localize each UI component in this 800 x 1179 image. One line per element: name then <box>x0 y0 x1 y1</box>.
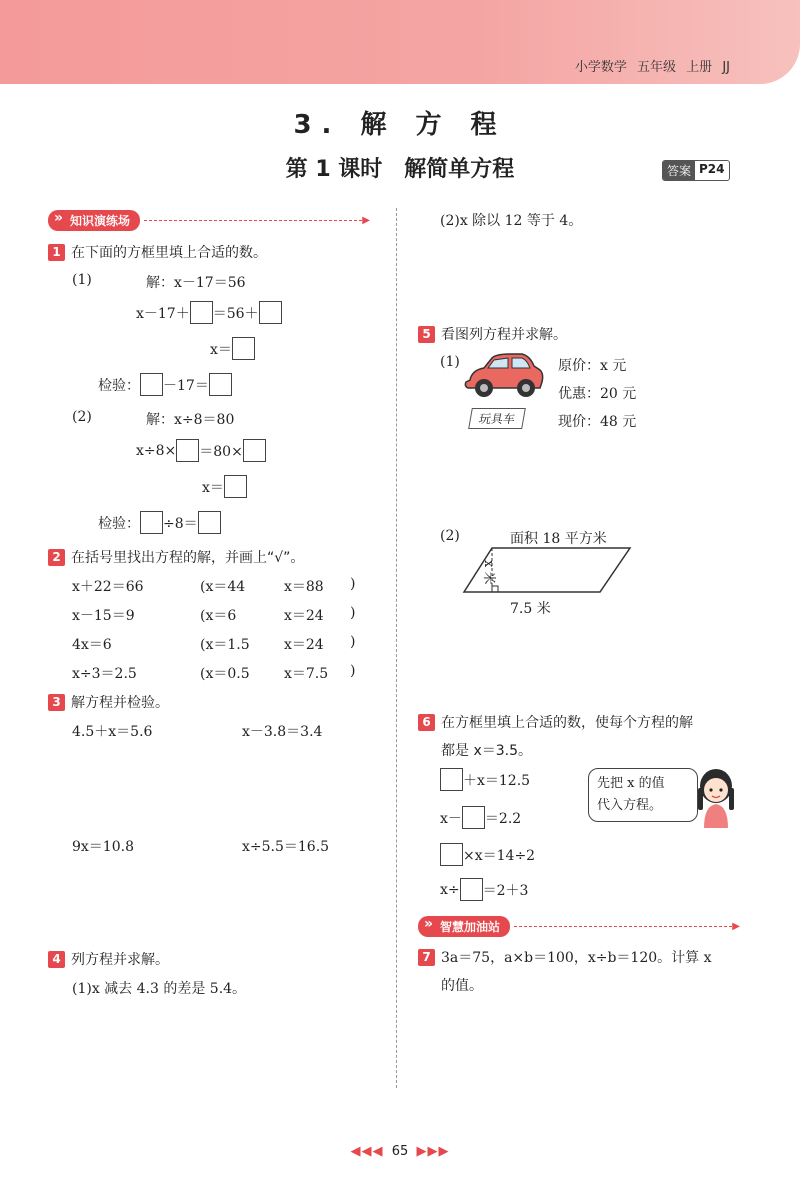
hint-line-1: 先把 x 的值 <box>597 776 665 791</box>
option-choice-2[interactable]: x＝24 <box>284 608 324 624</box>
answer-label: 答案 <box>663 161 695 180</box>
parallelogram-height: x 米 <box>481 560 496 585</box>
original-price: 原价：x 元 <box>558 358 627 374</box>
option-choice-2[interactable]: x＝24 <box>284 637 324 653</box>
q1-part2-tag: (2) <box>72 409 92 425</box>
section-label: » 智慧加油站 <box>418 916 510 937</box>
parallelogram-base: 7.5 米 <box>510 601 551 617</box>
result-label: x＝ <box>210 341 232 358</box>
q6-equation-2 <box>440 806 521 829</box>
step-left: x÷8× <box>136 442 177 459</box>
answer-box[interactable] <box>209 373 232 396</box>
answer-box[interactable] <box>462 806 485 829</box>
step-left: x－17＋ <box>136 305 190 322</box>
answer-box[interactable] <box>198 511 221 534</box>
chapter-title: 3. 解 方 程 <box>293 110 507 140</box>
equation-right: ＝2＋3 <box>482 882 529 899</box>
q3-equation-3: 9x＝10.8 <box>72 839 134 855</box>
question-number: 6 <box>418 714 435 731</box>
q1-part2-result <box>202 475 247 498</box>
equation-rest: ×x＝14÷2 <box>463 847 536 864</box>
answer-box[interactable] <box>140 373 163 396</box>
q5-part2-tag: (2) <box>440 528 460 544</box>
answer-box[interactable] <box>243 439 266 462</box>
question-3 <box>48 692 169 712</box>
question-text: 列方程并求解。 <box>71 952 169 968</box>
answer-box[interactable] <box>176 439 199 462</box>
q1-part2-check <box>98 511 221 534</box>
question-number: 7 <box>418 949 435 966</box>
question-number: 4 <box>48 951 65 968</box>
q1-part1-tag: (1) <box>72 272 92 288</box>
option-close: ) <box>350 663 356 679</box>
section-tag-challenge <box>418 916 740 936</box>
toy-car-label: 玩具车 <box>468 408 526 429</box>
equation-left: x÷ <box>440 881 460 898</box>
question-6 <box>418 712 693 732</box>
q4-part-2: (2)x 除以 12 等于 4。 <box>440 213 583 229</box>
dashed-line <box>514 926 732 927</box>
question-1 <box>48 242 267 262</box>
q1-part1-check <box>98 373 232 396</box>
q3-equation-4: x÷5.5＝16.5 <box>242 839 330 855</box>
q2-options <box>72 576 372 696</box>
toy-car-icon <box>462 350 546 402</box>
option-choice-1[interactable]: (x＝44 <box>200 579 246 595</box>
option-close: ) <box>350 634 356 650</box>
q6-equation-3 <box>440 843 535 866</box>
check-middle: ÷8＝ <box>163 515 198 532</box>
next-arrows-icon: ▶▶▶ <box>416 1144 450 1159</box>
equation: x÷8＝80 <box>174 412 235 428</box>
option-equation: 4x＝6 <box>72 637 112 653</box>
q1-part1-equation <box>146 272 246 292</box>
q3-equation-1: 4.5＋x＝5.6 <box>72 724 153 740</box>
option-choice-2[interactable]: x＝7.5 <box>284 666 329 682</box>
q1-part2-step <box>136 439 266 462</box>
answer-box[interactable] <box>440 843 463 866</box>
subject: 小学数学 <box>574 60 627 75</box>
q1-part2-equation <box>146 409 234 429</box>
lesson-title: 第 1 课时 解简单方程 <box>285 157 515 182</box>
equation-right: ＝2.2 <box>484 810 522 827</box>
question-text: 在方框里填上合适的数，使每个方程的解 <box>441 715 693 731</box>
option-choice-1[interactable]: (x＝1.5 <box>200 637 250 653</box>
option-equation: x÷3＝2.5 <box>72 666 137 682</box>
edition: JJ <box>722 60 730 75</box>
solve-label: 解： <box>146 275 174 291</box>
question-number: 5 <box>418 326 435 343</box>
option-equation: x＋22＝66 <box>72 579 144 595</box>
question-text-cont: 的值。 <box>441 978 483 994</box>
answer-box[interactable] <box>460 878 483 901</box>
prev-arrows-icon: ◀◀◀ <box>350 1144 384 1159</box>
section-tag-practice <box>48 210 370 230</box>
question-2 <box>48 547 304 567</box>
current-price: 现价：48 元 <box>558 414 637 430</box>
page-footer <box>0 1144 800 1159</box>
result-label: x＝ <box>202 479 224 496</box>
option-equation: x－15＝9 <box>72 608 135 624</box>
question-number: 1 <box>48 244 65 261</box>
hint-bubble <box>588 768 698 822</box>
equation-left: x－ <box>440 810 462 827</box>
check-middle: －17＝ <box>163 377 209 394</box>
check-label: 检验： <box>98 515 140 532</box>
answer-reference <box>662 160 730 181</box>
answer-box[interactable] <box>190 301 213 324</box>
answer-box[interactable] <box>440 768 463 791</box>
option-close: ) <box>350 605 356 621</box>
answer-box[interactable] <box>259 301 282 324</box>
column-divider <box>396 208 397 1088</box>
equation-rest: ＋x＝12.5 <box>463 772 531 789</box>
page-number: 65 <box>391 1144 409 1159</box>
parallelogram-area: 面积 18 平方米 <box>510 531 607 547</box>
q4-part-1: (1)x 减去 4.3 的差是 5.4。 <box>72 981 247 997</box>
question-4 <box>48 949 169 969</box>
arrow-icon: ▶ <box>362 214 370 226</box>
question-text: 看图列方程并求解。 <box>441 327 567 343</box>
answer-page: P24 <box>699 162 725 176</box>
question-text-cont: 都是 x＝3.5。 <box>441 743 532 759</box>
step-right: ＝80× <box>199 443 243 460</box>
answer-box[interactable] <box>224 475 247 498</box>
q5-part1-tag: (1) <box>440 354 460 370</box>
volume: 上册 <box>686 60 713 75</box>
option-close: ) <box>350 576 356 592</box>
question-5 <box>418 324 567 344</box>
grade: 五年级 <box>637 60 677 75</box>
book-info <box>575 56 730 75</box>
q3-equation-2: x－3.8＝3.4 <box>242 724 323 740</box>
answer-box[interactable] <box>140 511 163 534</box>
q6-equation-1 <box>440 768 530 791</box>
arrow-icon: ▶ <box>732 920 740 932</box>
question-text: 在下面的方框里填上合适的数。 <box>71 245 267 261</box>
question-number: 2 <box>48 549 65 566</box>
girl-icon <box>690 764 742 828</box>
discount: 优惠：20 元 <box>558 386 637 402</box>
q6-equation-4 <box>440 878 528 901</box>
solve-label: 解： <box>146 412 174 428</box>
section-label: » 知识演练场 <box>48 210 140 231</box>
q1-part1-result <box>210 337 255 360</box>
equation: x－17＝56 <box>174 275 246 291</box>
option-choice-1[interactable]: (x＝0.5 <box>200 666 250 682</box>
answer-box[interactable] <box>232 337 255 360</box>
question-number: 3 <box>48 694 65 711</box>
question-text: 在括号里找出方程的解，并画上“√”。 <box>71 550 305 566</box>
option-choice-2[interactable]: x＝88 <box>284 579 324 595</box>
hint-line-2: 代入方程。 <box>597 798 663 813</box>
question-text: 3a＝75，a×b＝100，x÷b＝120。计算 x <box>441 950 712 966</box>
question-text: 解方程并检验。 <box>71 695 169 711</box>
option-choice-1[interactable]: (x＝6 <box>200 608 237 624</box>
q1-part1-step <box>136 301 282 324</box>
question-7 <box>418 947 711 967</box>
dashed-line <box>144 220 362 221</box>
check-label: 检验： <box>98 377 140 394</box>
step-right: ＝56＋ <box>212 305 259 322</box>
